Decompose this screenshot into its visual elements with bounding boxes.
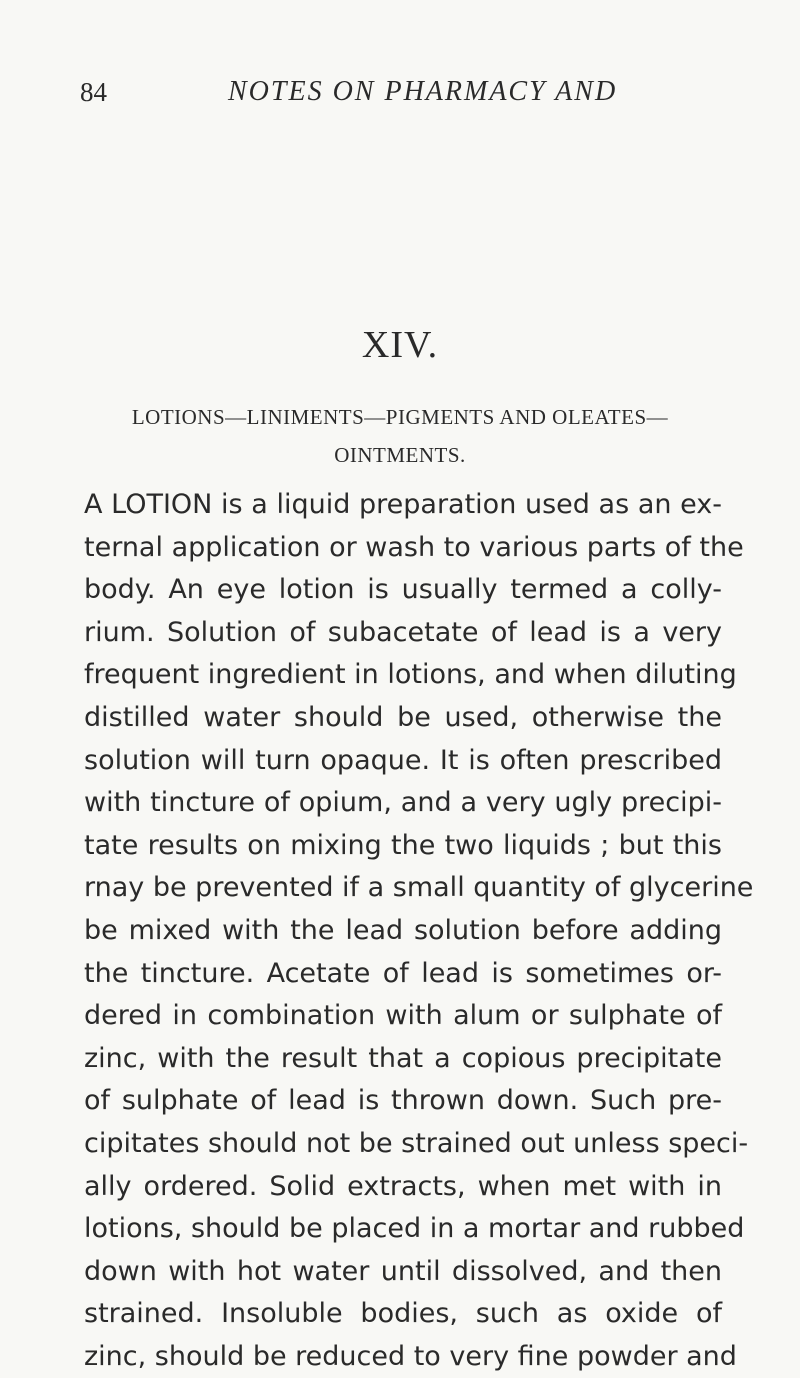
text-line: the tincture. Acetate of lead is sometimes or- [84,957,722,989]
text-line: frequent ingredient in lotions, and when diluting [84,659,737,691]
text-line: with tincture of opium, and a very ugly precipi- [84,787,722,819]
text-line: rium. Solution of subacetate of lead is a very [84,616,722,648]
text-line: body. An eye lotion is usually termed a colly- [84,574,722,606]
chapter-title-line: OINTMENTS. [334,443,466,467]
text-line: ternal application or wash to various parts of the [84,531,744,563]
chapter-number: XIV. [361,324,439,366]
text-line: lotions, should be placed in a mortar and rubbed [84,1213,745,1245]
text-line: distilled water should be used, otherwise the [84,701,722,733]
text-line: dered in combination with alum or sulphate of [84,1000,722,1032]
page-number: 84 [80,77,107,107]
text-line: zinc, should be reduced to very fine powder and [84,1340,737,1372]
text-line: be mixed with the lead solution before adding [84,914,722,946]
text-line: tate results on mixing the two liquids ; but this [84,829,722,861]
text-line: of sulphate of lead is thrown down. Such pre- [84,1085,722,1117]
text-line: rnay be prevented if a small quantity of glycerine [84,872,754,904]
running-head [80,72,720,112]
text-line: A LOTION is a liquid preparation used as an ex- [84,489,722,520]
chapter-title-line: LOTIONS—LINIMENTS—PIGMENTS AND OLEATES— [131,405,669,429]
text-line: zinc, with the result that a copious precipitate [84,1042,722,1074]
text-line: strained. Insoluble bodies, such as oxide of [84,1298,722,1330]
text-line: solution will turn opaque. It is often prescribed [84,744,722,776]
text-line: cipitates should not be strained out unless speci- [84,1127,749,1159]
text-line: down with hot water until dissolved, and then [84,1255,722,1287]
running-title: NOTES ON PHARMACY AND [228,76,618,107]
chapter-title [80,398,720,474]
body-paragraph [84,484,754,1378]
text-line: ally ordered. Solid extracts, when met with in [84,1170,722,1202]
